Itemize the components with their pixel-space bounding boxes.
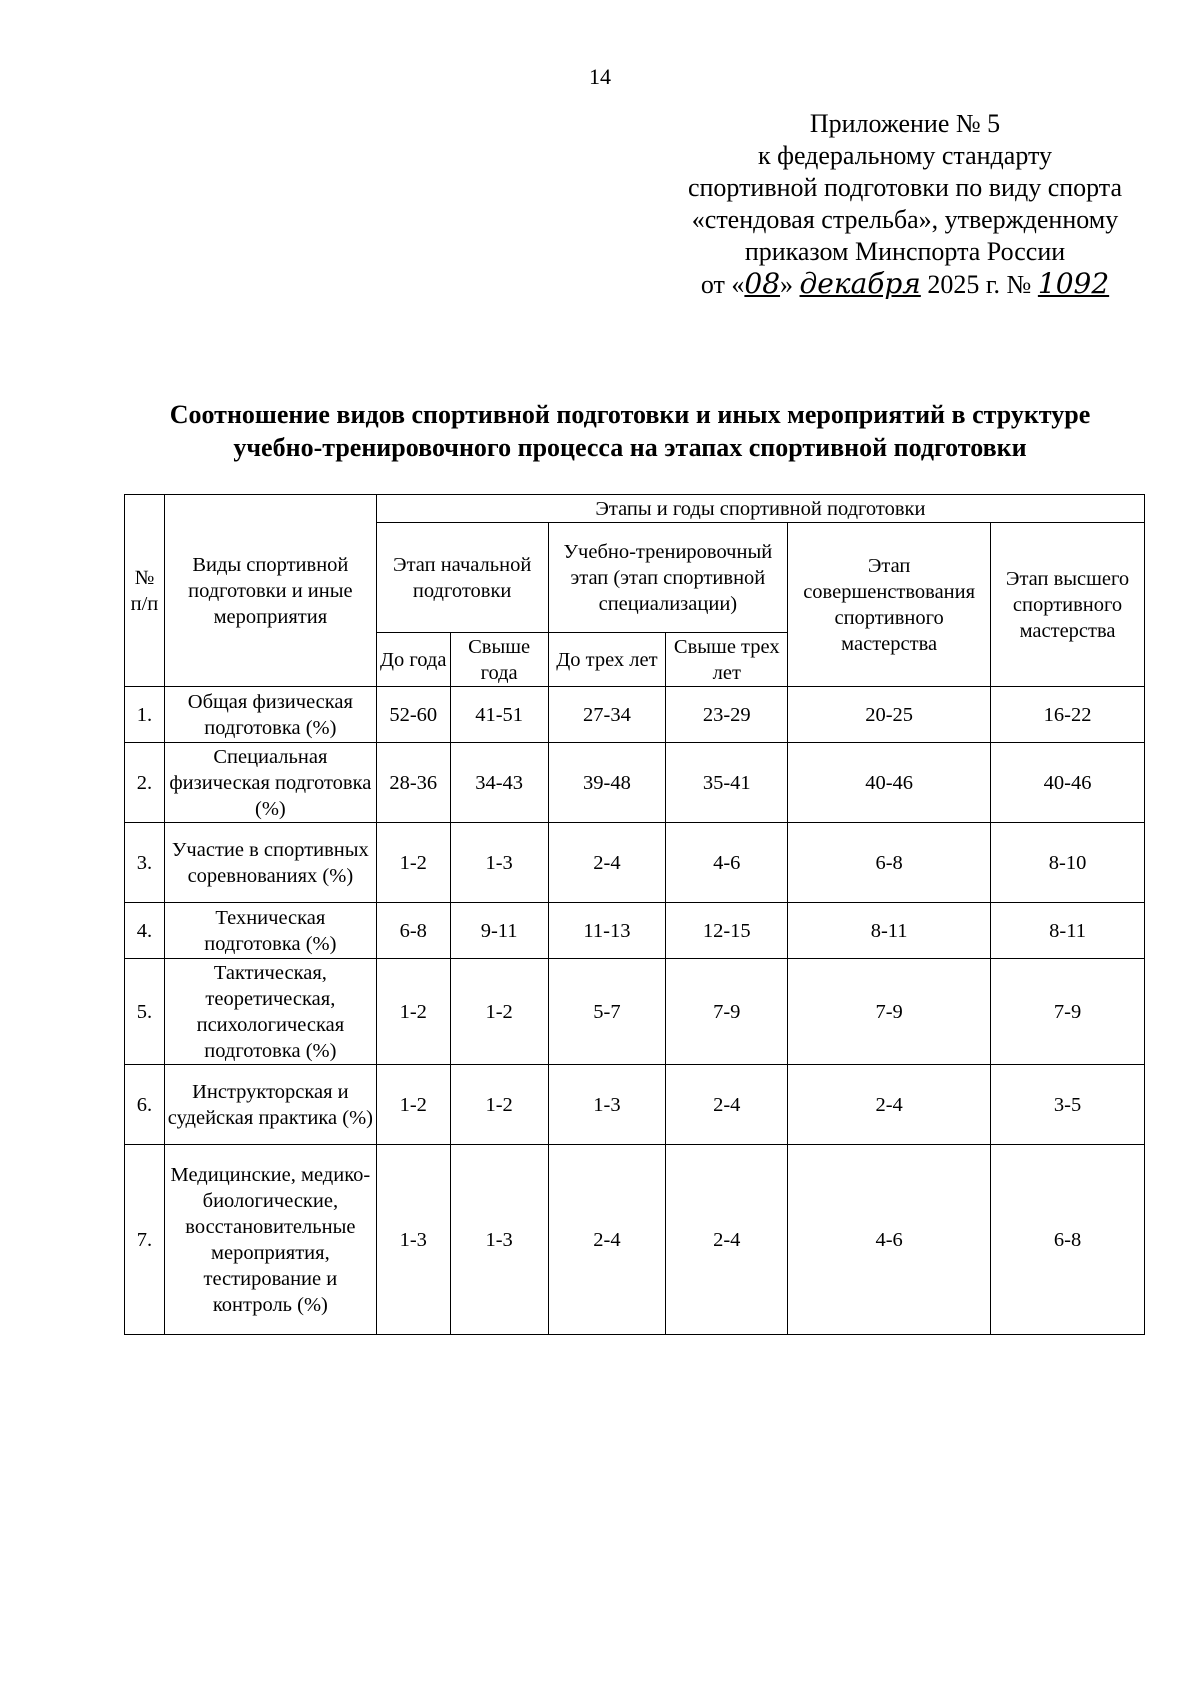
row-value: 34-43 — [450, 743, 548, 823]
row-value: 8-10 — [991, 823, 1145, 903]
row-value: 41-51 — [450, 687, 548, 743]
row-number: 4. — [125, 903, 165, 959]
annex-line: к федеральному стандарту — [757, 141, 1053, 170]
header-training-up-to-3: До трех лет — [548, 633, 666, 687]
annex-line: приказом Минспорта России — [744, 237, 1066, 266]
row-value: 23-29 — [666, 687, 788, 743]
row-value: 35-41 — [666, 743, 788, 823]
row-value: 7-9 — [991, 959, 1145, 1065]
row-kind: Инструкторская и судейская практика (%) — [164, 1065, 376, 1145]
table-row — [125, 1065, 1145, 1145]
annex-block — [670, 108, 1140, 301]
row-number: 5. — [125, 959, 165, 1065]
date-year: 2025 г. № — [927, 270, 1032, 299]
row-kind: Медицинские, медико-биологические, восстановительные мероприятия, тестирование и контроль (%) — [164, 1145, 376, 1335]
table-row — [125, 903, 1145, 959]
row-value: 52-60 — [376, 687, 450, 743]
row-value: 28-36 — [376, 743, 450, 823]
row-value: 6-8 — [788, 823, 991, 903]
header-stage-initial: Этап начальной подготовки — [376, 523, 548, 633]
row-number: 7. — [125, 1145, 165, 1335]
annex-line: спортивной подготовки по виду спорта — [687, 173, 1123, 202]
row-value: 11-13 — [548, 903, 666, 959]
annex-line: Приложение № 5 — [809, 109, 1001, 138]
row-value: 16-22 — [991, 687, 1145, 743]
row-value: 8-11 — [788, 903, 991, 959]
annex-date-line — [670, 268, 1140, 301]
row-value: 40-46 — [991, 743, 1145, 823]
row-value: 12-15 — [666, 903, 788, 959]
row-value: 1-3 — [376, 1145, 450, 1335]
row-value: 20-25 — [788, 687, 991, 743]
row-value: 40-46 — [788, 743, 991, 823]
title-line-2: учебно-тренировочного процесса на этапах спортивной подготовки — [233, 433, 1027, 462]
row-value: 4-6 — [788, 1145, 991, 1335]
row-kind: Общая физическая подготовка (%) — [164, 687, 376, 743]
order-number: 1092 — [1037, 267, 1110, 300]
row-value: 6-8 — [376, 903, 450, 959]
header-stage-training: Учебно-тренировочный этап (этап спортивной специализации) — [548, 523, 788, 633]
row-value: 1-2 — [450, 1065, 548, 1145]
row-kind: Специальная физическая подготовка (%) — [164, 743, 376, 823]
row-value: 9-11 — [450, 903, 548, 959]
row-value: 1-2 — [376, 823, 450, 903]
row-value: 1-3 — [450, 823, 548, 903]
table-row — [125, 743, 1145, 823]
row-value: 1-3 — [548, 1065, 666, 1145]
row-value: 1-2 — [376, 1065, 450, 1145]
row-value: 3-5 — [991, 1065, 1145, 1145]
table-row — [125, 959, 1145, 1065]
document-title — [120, 398, 1140, 464]
row-value: 2-4 — [548, 1145, 666, 1335]
title-line-1: Соотношение видов спортивной подготовки и иных мероприятий в структуре — [169, 400, 1091, 429]
row-kind: Техническая подготовка (%) — [164, 903, 376, 959]
row-number: 1. — [125, 687, 165, 743]
row-number: 3. — [125, 823, 165, 903]
row-number: 2. — [125, 743, 165, 823]
table-row — [125, 687, 1145, 743]
row-value: 1-2 — [376, 959, 450, 1065]
header-num: № п/п — [125, 495, 165, 687]
row-value: 7-9 — [666, 959, 788, 1065]
row-value: 5-7 — [548, 959, 666, 1065]
row-kind: Участие в спортивных соревнованиях (%) — [164, 823, 376, 903]
row-number: 6. — [125, 1065, 165, 1145]
row-value: 7-9 — [788, 959, 991, 1065]
table-row — [125, 1145, 1145, 1335]
date-quote-close: » — [780, 270, 794, 299]
ratio-table — [124, 494, 1145, 1335]
header-training-over-3: Свыше трех лет — [666, 633, 788, 687]
table-row — [125, 823, 1145, 903]
header-kinds: Виды спортивной подготовки и иные мероприятия — [164, 495, 376, 687]
header-initial-over-year: Свыше года — [450, 633, 548, 687]
row-kind: Тактическая, теоретическая, психологическая подготовка (%) — [164, 959, 376, 1065]
header-stage-improvement: Этап совершенствования спортивного мастерства — [788, 523, 991, 687]
row-value: 8-11 — [991, 903, 1145, 959]
annex-line: «стендовая стрельба», утвержденному — [691, 205, 1119, 234]
row-value: 6-8 — [991, 1145, 1145, 1335]
row-value: 2-4 — [548, 823, 666, 903]
page-number: 14 — [589, 64, 611, 89]
date-day: 08 — [744, 267, 781, 300]
row-value: 2-4 — [788, 1065, 991, 1145]
row-value: 4-6 — [666, 823, 788, 903]
header-stages-years: Этапы и годы спортивной подготовки — [376, 495, 1144, 523]
row-value: 1-3 — [450, 1145, 548, 1335]
row-value: 27-34 — [548, 687, 666, 743]
row-value: 39-48 — [548, 743, 666, 823]
row-value: 2-4 — [666, 1145, 788, 1335]
row-value: 1-2 — [450, 959, 548, 1065]
header-stage-highest: Этап высшего спортивного мастерства — [991, 523, 1145, 687]
header-initial-up-to-year: До года — [376, 633, 450, 687]
row-value: 2-4 — [666, 1065, 788, 1145]
date-prefix: от « — [700, 270, 745, 299]
date-month: декабря — [799, 267, 921, 300]
